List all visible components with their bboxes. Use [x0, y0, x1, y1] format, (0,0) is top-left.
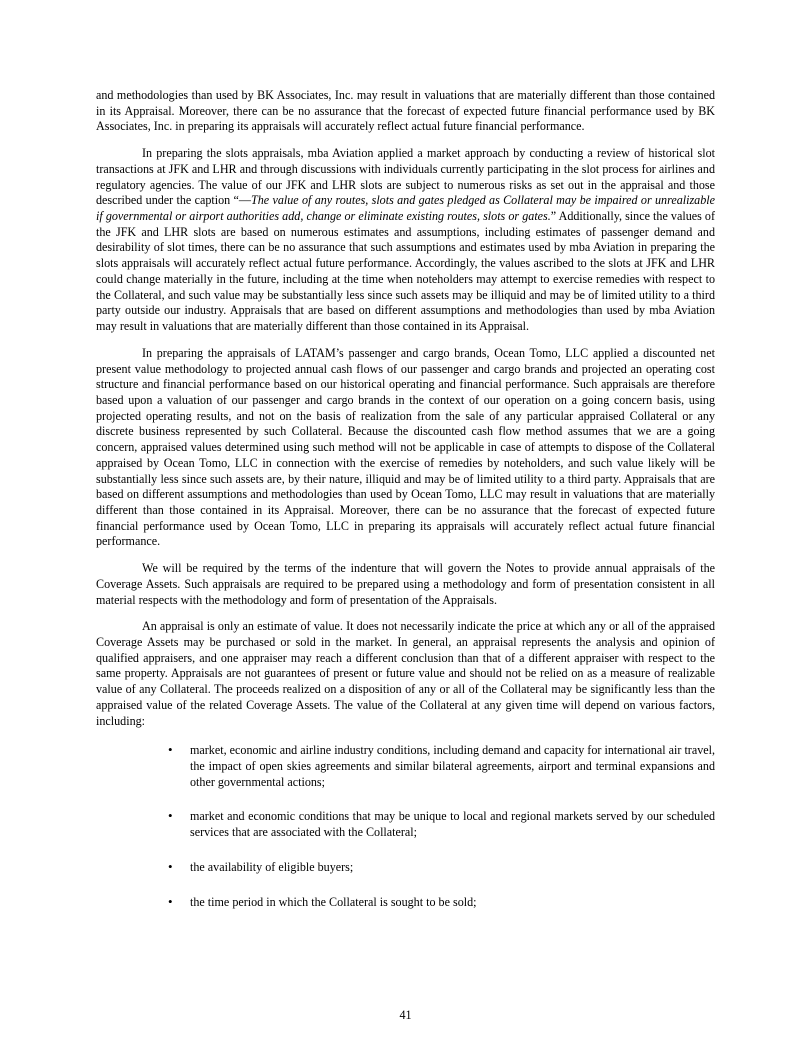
list-item-text: market and economic conditions that may be unique to local and regional markets served by our scheduled services that are associated with the Collateral;: [190, 809, 715, 840]
paragraph-text-part-2: ” Additionally, since the values of the JFK and LHR slots are based on numerous estimates and assumptions, including estimates of passenger demand and desirability of slot times, there can be no assurance that such assumptions and estimates used by mba Aviation in preparing the slots appraisals will accurately reflect actual future performance. Accordingly, the values ascribed to the slots at JFK and LHR could change materially in the future, including at the time when noteholders may attempt to exercise remedies with respect to the Collateral, and such value may be substantially less since such assets may be illiquid and may be of limited utility to a third party outside our industry. Appraisals that are based on different assumptions and methodologies than used by mba Aviation may result in valuations that are materially different than those contained in its Appraisal.: [96, 209, 715, 334]
list-item: [96, 743, 715, 790]
paragraph-slots-appraisals: [96, 146, 715, 335]
list-item-text: the time period in which the Collateral is sought to be sold;: [190, 894, 477, 909]
document-body: [96, 88, 715, 910]
factors-bullet-list: [96, 743, 715, 910]
list-item-text: market, economic and airline industry conditions, including demand and capacity for international air travel, the impact of open skies agreements and similar bilateral agreements, airport and terminal expansions and other governmental actions;: [190, 743, 715, 789]
paragraph-brand-appraisals: [96, 346, 715, 550]
list-item: [96, 895, 715, 911]
page-number: 41: [399, 1008, 412, 1022]
paragraph-text-italic-caption: The value of any routes, slots and gates pledged as Collateral may be impaired or unrealizable if governmental or airport authorities add, change or eliminate existing routes, slots or gates.: [96, 193, 715, 224]
paragraph-text: An appraisal is only an estimate of value. It does not necessarily indicate the price at which any or all of the appraised Coverage Assets may be purchased or sold in the market. In general, an appraisal represents the analysis and opinion of qualified appraisers, and one appraiser may reach a different conclusion than that of a different appraiser with respect to the same property. Appraisals are not guarantees of present or future value and should not be relied on as a measure of realizable value of any Collateral. The proceeds realized on a disposition of any or all of the Collateral may be significantly less than the appraised value of the related Coverage Assets. The value of the Collateral at any given time will depend on various factors, including:: [96, 619, 715, 728]
paragraph-continuation: [96, 88, 715, 135]
paragraph-text: We will be required by the terms of the indenture that will govern the Notes to provide annual appraisals of the Coverage Assets. Such appraisals are required to be prepared using a methodology and form of presentation consistent in all material respects with the methodology and form of presentation of the Appraisals.: [96, 561, 715, 607]
list-item: [96, 809, 715, 840]
bullet-icon: •: [168, 858, 173, 874]
bullet-icon: •: [168, 808, 173, 824]
bullet-icon: •: [168, 742, 173, 758]
paragraph-appraisal-estimate: [96, 619, 715, 729]
paragraph-text-part-1: In preparing the slots appraisals, mba Aviation applied a market approach by conducting a review of historical slot transactions at JFK and LHR and through discussions with individuals currently participating in the slot process for airlines and regulatory agencies. The value of our JFK and LHR slots are subject to numerous risks as set out in the appraisal and those described under the caption “—: [96, 146, 715, 208]
bullet-icon: •: [168, 893, 173, 909]
list-item: [96, 860, 715, 876]
paragraph-text: In preparing the appraisals of LATAM’s passenger and cargo brands, Ocean Tomo, LLC applied a discounted net present value methodology to projected annual cash flows of our passenger and cargo brands and projected an operating cost structure and financial performance based on our historical operating and financial performance. Such appraisals are therefore based upon a valuation of our passenger and cargo brands in the context of our operation on a going concern basis, using projected operating results, and not on the basis of realization from the sale of any particular appraised Collateral or any discrete business represented by such Collateral. Because the discounted cash flow method assumes that we are a going concern, appraised values determined using such method will not be applicable in case of attempts to dispose of the Collateral appraised by Ocean Tomo, LLC in connection with the exercise of remedies by noteholders, and such value likely will be substantially less since such assets are, by their nature, illiquid and may be of limited utility to a third party. Appraisals that are based on different assumptions and methodologies than used by Ocean Tomo, LLC may result in valuations that are materially different than those contained in its Appraisal. Moreover, there can be no assurance that the forecast of expected future financial performance used by Ocean Tomo, LLC in preparing its appraisals will accurately reflect actual future financial performance.: [96, 345, 715, 549]
list-item-text: the availability of eligible buyers;: [190, 859, 354, 874]
paragraph-annual-appraisals: [96, 561, 715, 608]
paragraph-text: and methodologies than used by BK Associates, Inc. may result in valuations that are materially different than those contained in its Appraisal. Moreover, there can be no assurance that the forecast of expected future financial performance used by BK Associates, Inc. in preparing its appraisals will accurately reflect actual future financial performance.: [96, 88, 715, 134]
